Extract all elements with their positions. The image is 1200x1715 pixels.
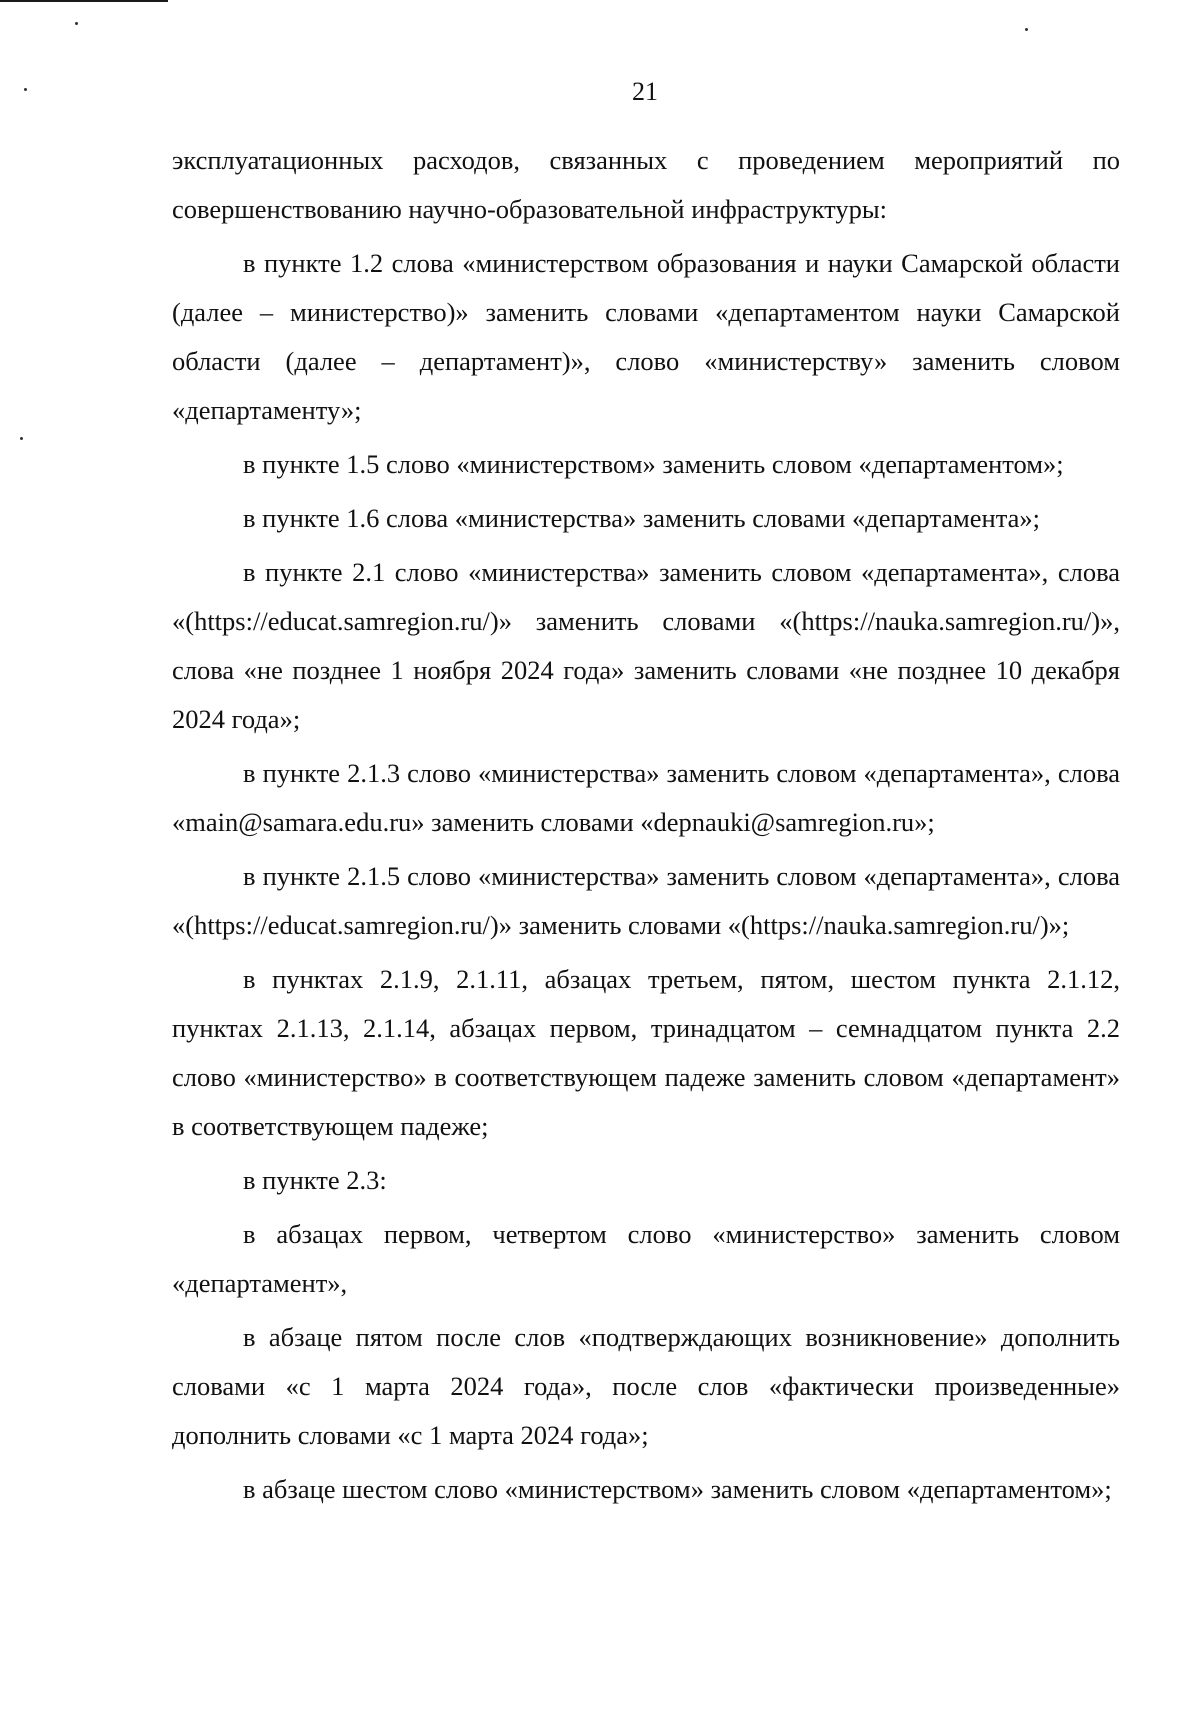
document-body: [172, 136, 1120, 1519]
paragraph-7: в пункте 2.1.5 слово «министерства» заменить словом «департамента», слова «(https://educat.samregion.ru/)» заменить словами «(https://nauka.samregion.ru/)»;: [172, 861, 1120, 940]
paragraph-11: в абзаце пятом после слов «подтверждающих возникновение» дополнить словами «с 1 марта 2024 года», после слов «фактически произведенные» дополнить словами «с 1 марта 2024 года»;: [172, 1322, 1120, 1450]
paragraph-6: в пункте 2.1.3 слово «министерства» заменить словом «департамента», слова «main@samara.edu.ru» заменить словами «depnauki@samregion.ru»;: [172, 758, 1120, 837]
paragraph-5: в пункте 2.1 слово «министерства» заменить словом «департамента», слова «(https://educat.samregion.ru/)» заменить словами «(https://nauka.samregion.ru/)», слова «не позднее 1 ноября 2024 года» заменить словами «не позднее 10 декабря 2024 года»;: [172, 557, 1120, 734]
paragraph-3: в пункте 1.5 слово «министерством» заменить словом «департаментом»;: [243, 449, 1064, 479]
paragraph-1: эксплуатационных расходов, связанных с проведением мероприятий по совершенствованию научно-образовательной инфраструктуры:: [172, 145, 1120, 224]
scan-speck: [20, 437, 23, 440]
scan-speck: [75, 22, 78, 25]
scan-speck: [1025, 28, 1028, 31]
paragraph-2: в пункте 1.2 слова «министерством образования и науки Самарской области (далее – министерство)» заменить словами «департаментом науки Самарской области (далее – департамент)», слово «министерству» заменить словом «департаменту»;: [172, 248, 1120, 425]
paragraph-8: в пунктах 2.1.9, 2.1.11, абзацах третьем, пятом, шестом пункта 2.1.12, пунктах 2.1.13, 2.1.14, абзацах первом, тринадцатом – семнадцатом пункта 2.2 слово «министерство» в соответствующем падеже заменить словом «департамент» в соответствующем падеже;: [172, 964, 1120, 1141]
paragraph-9: в пункте 2.3:: [243, 1165, 387, 1195]
paragraph-12: в абзаце шестом слово «министерством» заменить словом «департаментом»;: [243, 1474, 1112, 1504]
paragraph-4: в пункте 1.6 слова «министерства» заменить словами «департамента»;: [243, 503, 1040, 533]
paragraph-10: в абзацах первом, четвертом слово «министерство» заменить словом «департамент»,: [172, 1219, 1120, 1298]
page-number: 21: [632, 77, 658, 106]
scan-edge-line: [0, 0, 168, 2]
